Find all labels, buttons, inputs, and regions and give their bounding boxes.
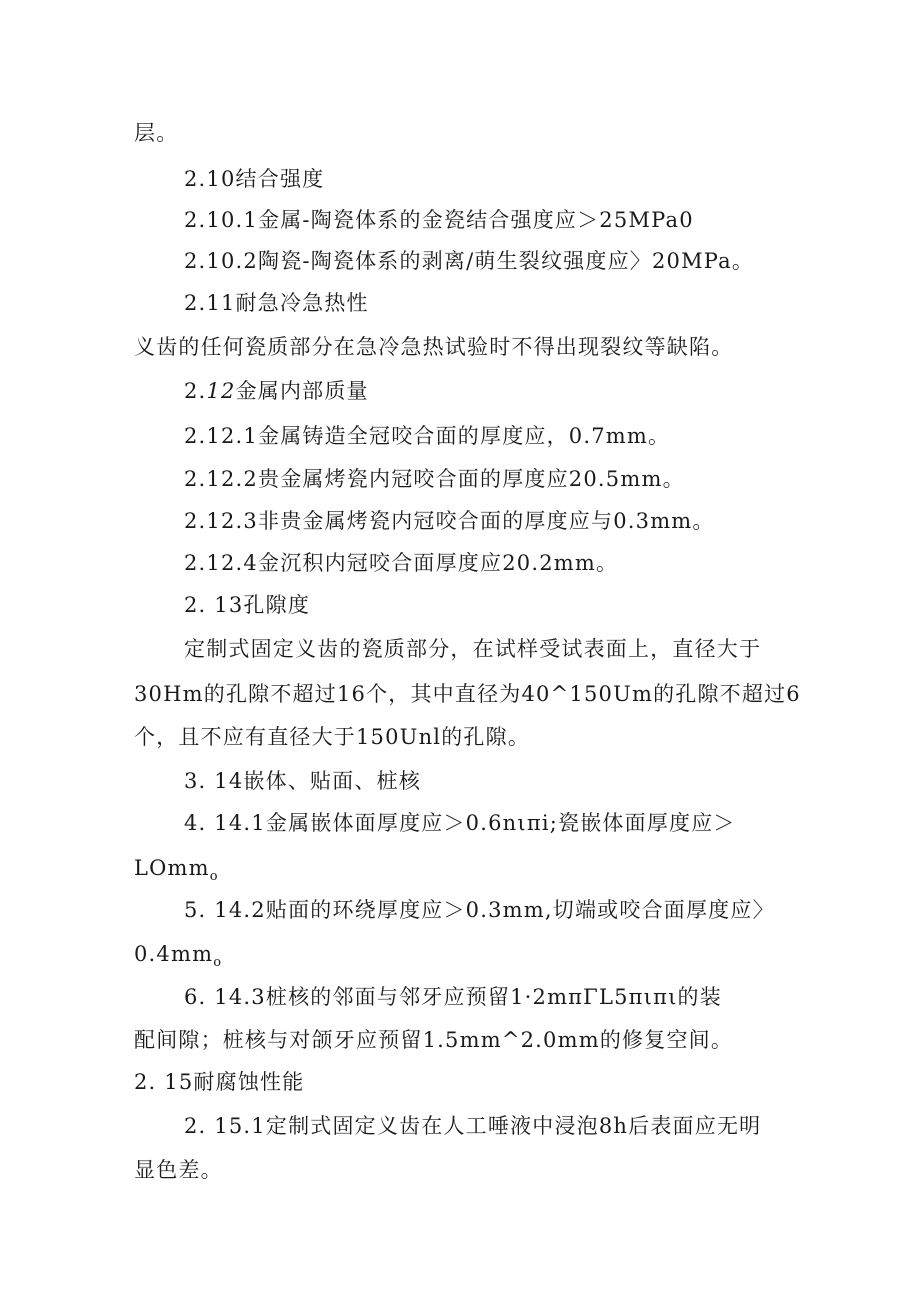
section-heading bbox=[184, 376, 369, 406]
text-line: 30Hm的孔隙不超过16个，其中直径为40^150Um的孔隙不超过6 bbox=[134, 682, 801, 706]
text-line: 2. 15.1定制式固定义齿在人工唾液中浸泡8h后表面应无明 bbox=[184, 1114, 762, 1138]
line-text: LOmm bbox=[134, 856, 210, 880]
text-line: 2.10.2陶瓷-陶瓷体系的剥离/萌生裂纹强度应〉20MPa。 bbox=[184, 249, 755, 273]
section-heading: 2. 15耐腐蚀性能 bbox=[134, 1070, 305, 1094]
text-line: 2.12.4金沉积内冠咬合面厚度应20.2mm。 bbox=[184, 551, 619, 575]
text-line bbox=[134, 853, 219, 892]
text-line: 2.12.3非贵金属烤瓷内冠咬合面的厚度应与0.3mm。 bbox=[184, 509, 715, 533]
heading-title: 金属内部质量 bbox=[235, 379, 369, 403]
text-line: 义齿的任何瓷质部分在急冷急热试验时不得出现裂纹等缺陷。 bbox=[134, 335, 734, 359]
section-heading: 2. 13孔隙度 bbox=[184, 593, 311, 617]
section-heading: 3. 14嵌体、贴面、桩核 bbox=[184, 769, 422, 793]
heading-number-italic: 12 bbox=[206, 379, 236, 403]
text-line: 定制式固定义齿的瓷质部分，在试样受试表面上，直径大于 bbox=[184, 637, 762, 661]
text-line: 2.12.1金属铸造全冠咬合面的厚度应，0.7mm。 bbox=[184, 424, 671, 448]
subscript-mark: o bbox=[213, 955, 223, 971]
text-line: 配间隙；桩核与对颌牙应预留1.5mm^2.0mm的修复空间。 bbox=[134, 1028, 734, 1052]
subscript-mark: o bbox=[209, 869, 219, 885]
text-line: 2.12.2贵金属烤瓷内冠咬合面的厚度应20.5mm。 bbox=[184, 467, 685, 491]
text-line: 显色差。 bbox=[134, 1158, 223, 1182]
text-line: 层。 bbox=[134, 121, 179, 145]
text-line: 个，且不应有直径大于150Unl的孔隙。 bbox=[134, 725, 531, 749]
text-line: 6. 14.3桩核的邻面与邻牙应预留1·2mπΓL5πιπι的装 bbox=[184, 985, 722, 1009]
heading-prefix: 2. bbox=[184, 379, 207, 403]
line-text: 0.4mm bbox=[134, 942, 214, 966]
text-line: 2.10.1金属-陶瓷体系的金瓷结合强度应＞25MPa0 bbox=[184, 208, 694, 232]
section-heading: 2.10结合强度 bbox=[184, 167, 325, 191]
text-line: 4. 14.1金属嵌体面厚度应＞0.6nιπi;瓷嵌体面厚度应＞ bbox=[184, 811, 736, 835]
text-line: 5. 14.2贴面的环绕厚度应＞0.3mm,切端或咬合面厚度应〉 bbox=[184, 898, 775, 922]
section-heading: 2.11耐急冷急热性 bbox=[184, 291, 369, 315]
text-line bbox=[134, 939, 222, 978]
